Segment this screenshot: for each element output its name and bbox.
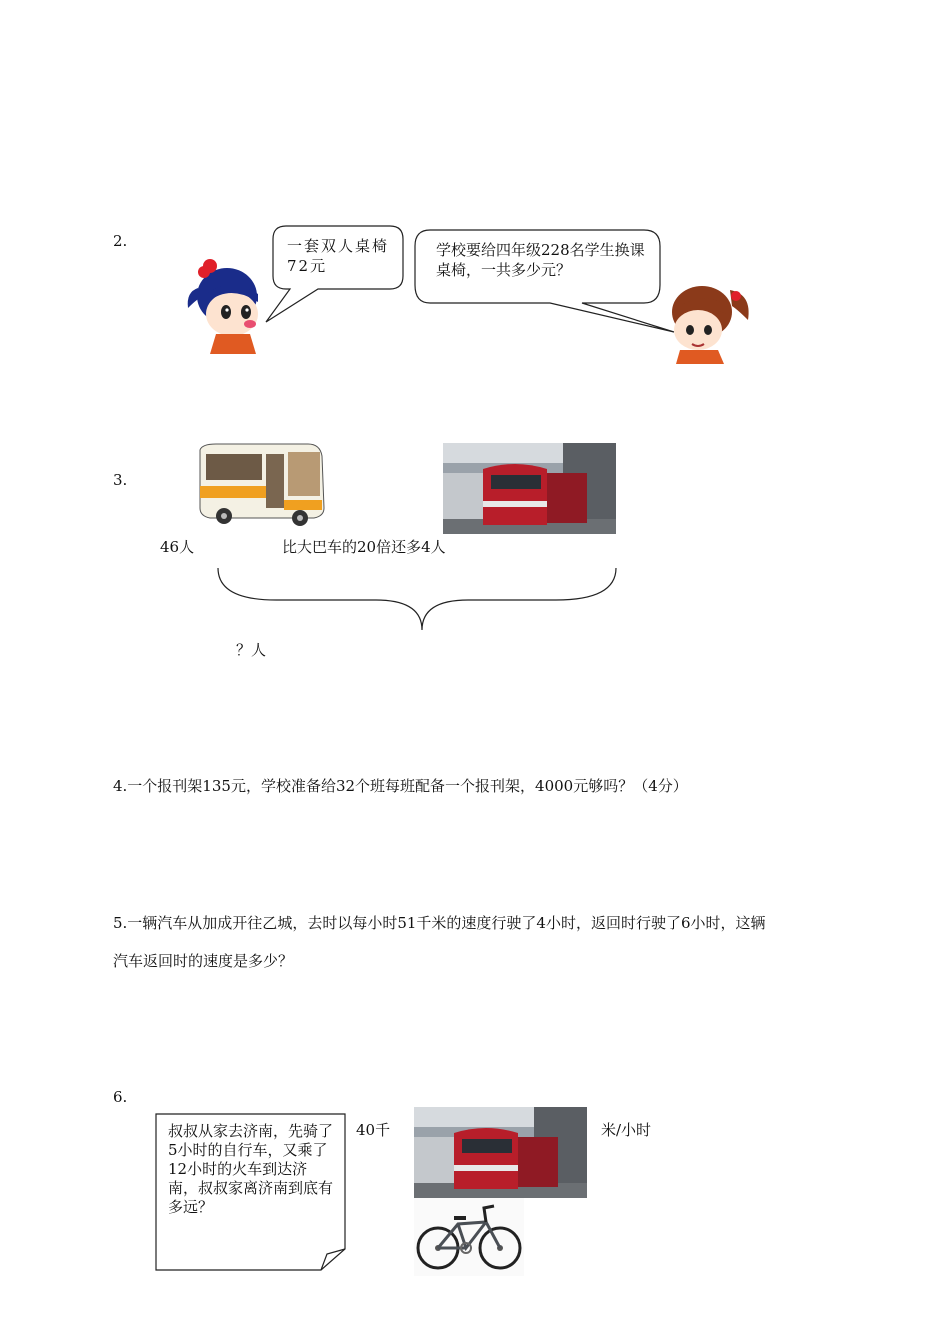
note-box-text: 叔叔从家去济南，先骑了5小时的自行车，又乘了12小时的火车到达济南，叔叔家离济南到底有多远？ [168,1122,334,1216]
bus-people-label: 46人 [160,538,195,556]
question-5-line-1: 5.一辆汽车从加成开往乙城，去时以每小时51千米的速度行驶了4小时，返回时行驶了6小时，这辆 [113,914,766,932]
question-5-line-2: 汽车返回时的速度是多少？ [113,952,294,970]
question-4-text: 4.一个报刊架135元，学校准备给32个班每班配备一个报刊架，4000元够吗？（4分） [113,777,688,795]
train-image [443,443,616,534]
total-people-label: ？人 [236,641,267,659]
girl-right-illustration [660,280,755,364]
train-image-2 [414,1107,587,1198]
speed-label-part-2: 米/小时 [601,1121,652,1139]
total-brace [216,566,618,632]
question-6-number: 6. [113,1088,128,1106]
bus-image [196,442,326,526]
question-2-number: 2. [113,232,128,250]
bicycle-image [414,1198,524,1276]
speed-label-part-1: 40千 [356,1121,391,1139]
speech-bubble-right-text: 学校要给四年级228名学生换课桌椅，一共多少元？ [436,241,645,279]
train-people-label: 比大巴车的20倍还多4人 [282,538,446,556]
question-3-number: 3. [113,471,128,489]
speech-bubble-left-text: 一套双人桌椅72元 [287,237,390,275]
